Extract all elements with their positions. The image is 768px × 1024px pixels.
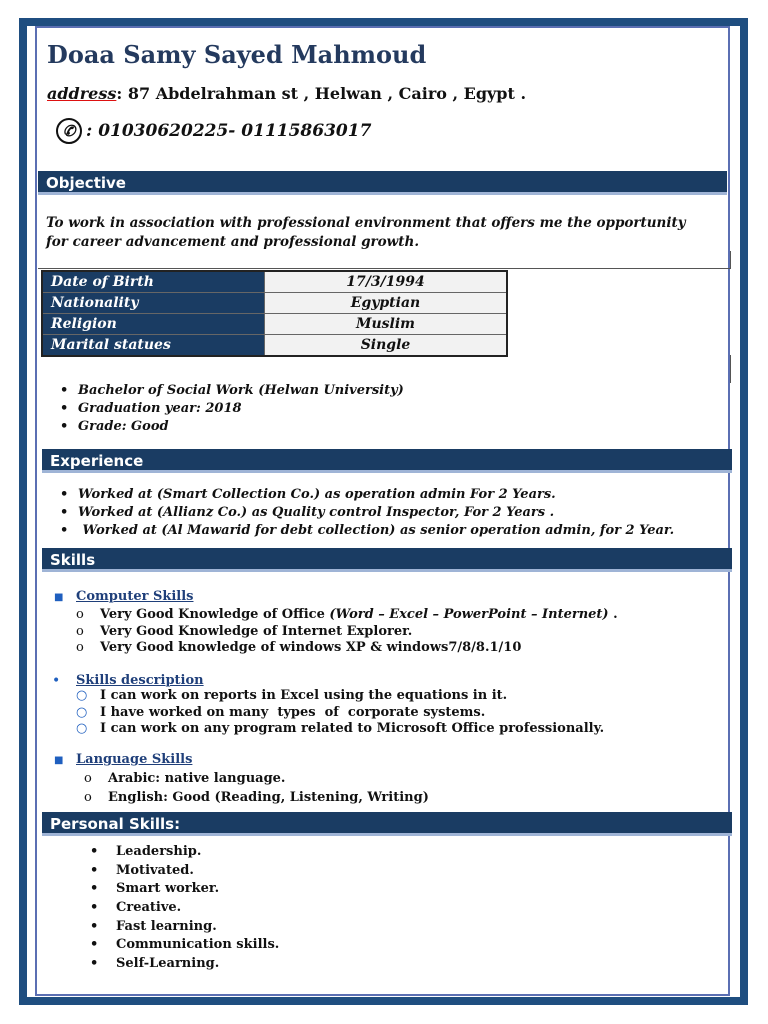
list-item <box>56 522 674 540</box>
address-label: address <box>47 84 117 103</box>
bullet-icon: • <box>60 523 69 538</box>
bullet-icon: • <box>60 487 69 502</box>
list-item-text: Very Good Knowledge of Internet Explorer. <box>100 623 413 639</box>
list-item <box>56 418 404 436</box>
divider-line <box>38 268 731 269</box>
circle-bullet-icon: o <box>84 789 92 805</box>
phone-icon: ✆ <box>56 118 82 144</box>
subheading-language-skills: Language Skills <box>76 752 193 767</box>
circle-bullet-icon: ○ <box>76 688 88 703</box>
table-row <box>42 271 507 293</box>
list-item-text: Creative. <box>116 900 182 916</box>
list-item-text: Leadership. <box>116 844 202 859</box>
list-item <box>90 955 279 974</box>
objective-text <box>46 214 706 252</box>
list-item <box>76 688 604 705</box>
address-value: : 87 Abdelrahman st , Helwan , Cairo , Egypt . <box>116 84 527 103</box>
subheading-computer-skills: Computer Skills <box>76 589 194 604</box>
list-item-text: Motivated. <box>116 862 194 878</box>
table-cell-value: Muslim <box>265 314 508 335</box>
bullet-icon: • <box>60 401 69 416</box>
circle-bullet-icon: ○ <box>76 721 88 736</box>
section-header-experience: Experience <box>42 449 732 473</box>
personal-skills-list <box>90 843 279 974</box>
list-item <box>76 705 604 722</box>
list-item <box>56 486 674 504</box>
subheading-skills-description: Skills description <box>76 673 204 688</box>
table-row <box>42 314 507 335</box>
list-item-text: Communication skills. <box>116 937 280 953</box>
list-item <box>76 721 604 738</box>
table-cell-value: Egyptian <box>265 293 508 314</box>
bullet-icon: • <box>90 918 99 934</box>
objective-line-2: for career advancement and professional growth. <box>46 234 420 250</box>
circle-bullet-icon: o <box>76 640 84 655</box>
bullet-icon: • <box>90 937 99 953</box>
list-item <box>90 936 279 955</box>
table-cell-label: Religion <box>42 314 265 335</box>
table-cell-value: 17/3/1994 <box>265 271 508 293</box>
computer-skills-list <box>76 607 618 657</box>
table-row <box>42 335 507 357</box>
bullet-icon: • <box>90 881 99 897</box>
list-item <box>84 789 429 808</box>
circle-bullet-icon: ○ <box>76 704 88 720</box>
list-item <box>76 640 618 657</box>
list-item-text: Graduation year: 2018 <box>78 401 242 416</box>
section-header-objective: Objective <box>38 171 727 195</box>
objective-line-1: To work in association with professional environment that offers me the opportunity <box>46 215 686 231</box>
bullet-icon: • <box>60 419 69 434</box>
phone-numbers: : 01030620225- 01115863017 <box>86 121 372 141</box>
personal-info-table <box>41 270 508 357</box>
list-item-text: (Word – Excel – PowerPoint – Internet) <box>329 607 609 622</box>
table-cell-value: Single <box>265 335 508 357</box>
list-item-text: Self-Learning. <box>116 956 220 972</box>
bullet-icon: • <box>90 862 99 878</box>
square-bullet-icon: ■ <box>54 592 64 603</box>
circle-bullet-icon: o <box>84 771 92 786</box>
list-item <box>90 843 279 862</box>
list-item-text: Worked at (Al Mawarid for debt collection) as senior operation admin, for 2 Year. <box>78 523 675 538</box>
list-item-text: Fast learning. <box>116 918 217 934</box>
address-line <box>47 84 526 103</box>
table-row <box>42 293 507 314</box>
phone-line <box>56 118 371 144</box>
skills-description-list <box>76 688 604 738</box>
list-item <box>76 607 618 624</box>
bullet-icon: • <box>90 844 99 859</box>
bullet-icon: • <box>60 383 69 398</box>
divider-line <box>730 251 731 268</box>
divider-line <box>730 355 731 383</box>
list-item-text: I have worked on many types of corporate systems. <box>100 704 486 720</box>
education-list <box>56 382 404 436</box>
language-skills-list <box>84 770 429 807</box>
bullet-icon: • <box>60 505 69 520</box>
list-item <box>90 899 279 918</box>
list-item <box>76 624 618 641</box>
list-item-text: English: Good (Reading, Listening, Writing) <box>108 789 429 805</box>
table-cell-label: Date of Birth <box>42 271 265 293</box>
list-item-text: Grade: Good <box>78 419 169 434</box>
list-item <box>90 862 279 881</box>
list-item-text: Worked at (Allianz Co.) as Quality control Inspector, For 2 Years . <box>78 505 555 520</box>
list-item <box>56 504 674 522</box>
list-item-text: Smart worker. <box>116 881 220 897</box>
section-header-personal-skills: Personal Skills: <box>42 812 732 836</box>
list-item <box>56 382 404 400</box>
list-item <box>56 400 404 418</box>
bullet-icon: • <box>90 956 99 972</box>
circle-bullet-icon: o <box>76 623 84 639</box>
list-item-text: I can work on any program related to Microsoft Office professionally. <box>100 721 605 736</box>
list-item-text: Arabic: native language. <box>108 771 286 786</box>
list-item-text: Very Good Knowledge of Office <box>100 607 330 622</box>
list-item <box>84 770 429 789</box>
bullet-icon: • <box>52 673 61 689</box>
list-item <box>90 918 279 937</box>
list-item <box>90 880 279 899</box>
section-header-skills: Skills <box>42 548 732 572</box>
list-item-text: Very Good knowledge of windows XP & windows7/8/8.1/10 <box>100 640 522 655</box>
table-cell-label: Nationality <box>42 293 265 314</box>
square-bullet-icon: ■ <box>54 755 64 766</box>
list-item-text: Worked at (Smart Collection Co.) as operation admin For 2 Years. <box>78 487 556 502</box>
table-cell-label: Marital statues <box>42 335 265 357</box>
list-item-text: I can work on reports in Excel using the equations in it. <box>100 688 508 703</box>
list-item-text: . <box>608 607 618 622</box>
experience-list <box>56 486 674 540</box>
circle-bullet-icon: o <box>76 607 84 622</box>
candidate-name: Doaa Samy Sayed Mahmoud <box>47 40 427 69</box>
list-item-text: Bachelor of Social Work (Helwan University) <box>78 383 404 398</box>
bullet-icon: • <box>90 900 99 916</box>
